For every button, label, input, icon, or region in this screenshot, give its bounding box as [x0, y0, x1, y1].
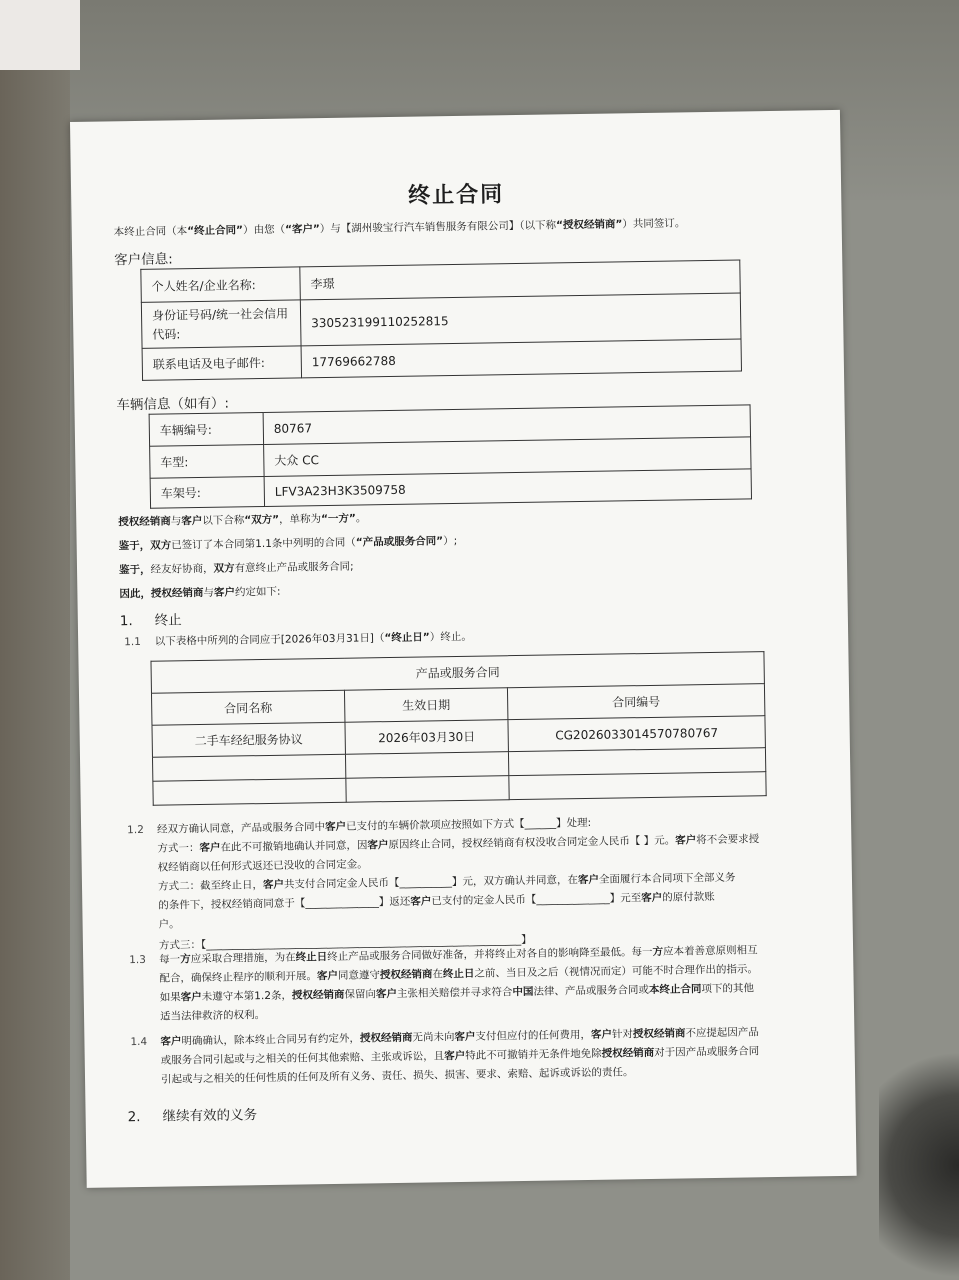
- bold-term: 客户: [375, 987, 398, 1001]
- bold-term: 客户: [160, 1035, 182, 1048]
- clause-text: 明确确认，除本终止合同另有约定外，: [181, 1032, 361, 1048]
- clause-text: 应采取合理措施，为在: [190, 951, 296, 966]
- clause-text: 配合，确保终止程序的顺利开展。: [159, 970, 318, 985]
- cell-contract-name: 二手车经纪服务协议: [152, 722, 345, 757]
- header-contract-number: 合同编号: [507, 684, 764, 720]
- vehicle-model-value: 大众 CC: [264, 437, 751, 477]
- vehicle-number-value: 80767: [263, 405, 750, 445]
- bold-term: 授权经销商: [379, 968, 433, 982]
- clause-text: 如果: [159, 991, 181, 1004]
- bold-term: 本终止合同: [648, 983, 702, 997]
- clause-1-4-number: 1.4: [130, 1035, 148, 1049]
- cell-effective-date: 2026年03月30日: [345, 720, 508, 755]
- empty-cell: [509, 772, 766, 800]
- clause-1-2: [157, 810, 819, 958]
- clause-text: 经双方确认同意，产品或服务合同中: [157, 821, 326, 836]
- background-edge: [0, 0, 70, 1280]
- intro-paragraph: 本终止合同（本“终止合同”）由您（“客户”）与【湖州骏宝行汽车销售服务有限公司】（以下称“授权经销商”）共同签订。: [113, 217, 686, 239]
- clause-text: 未遵守本第1.2条，: [201, 989, 293, 1004]
- product-contract-table: [150, 651, 766, 806]
- bold-term: 客户: [444, 1049, 466, 1063]
- clause-text: 每一: [159, 953, 181, 966]
- clause-text: 全面履行本合同项下全部义务: [598, 871, 736, 886]
- recital-whereas-2: 鉴于，经友好协商，双方有意终止产品或服务合同;: [118, 560, 354, 577]
- bold-term: 客户: [454, 1030, 476, 1044]
- hand-shadow: [879, 1050, 959, 1280]
- clause-1-2-number: 1.2: [127, 823, 144, 837]
- clause-text: 之前、当日及之后（视情况而定）可能不时合理作出的指示。: [474, 963, 758, 980]
- customer-name-label: 个人姓名/企业名称:: [141, 267, 300, 302]
- clause-text: 已支付的车辆价款项应按照如下方式【______】处理:: [346, 816, 592, 833]
- clause-text: 特此不可撤销并无条件地免除: [465, 1047, 602, 1062]
- clause-1-3-number: 1.3: [129, 953, 146, 967]
- clause-text: 在此不可撤销地确认并同意，因: [220, 839, 368, 854]
- customer-name-value: 李璟: [300, 260, 740, 300]
- header-contract-name: 合同名称: [151, 690, 344, 725]
- contract-page: [70, 110, 857, 1188]
- bold-term: 客户: [641, 891, 663, 905]
- recital-therefore: 因此，授权经销商与客户约定如下:: [119, 585, 281, 601]
- vehicle-model-label: 车型:: [150, 444, 264, 478]
- customer-contact-label: 联系电话及电子邮件:: [142, 346, 301, 380]
- bold-term: 授权经销商: [359, 1031, 413, 1045]
- bold-term: 方: [652, 945, 664, 958]
- clause-text: 方式一：: [157, 842, 200, 855]
- section-1-heading: 1. 终止: [119, 612, 182, 630]
- vin-label: 车架号:: [150, 476, 264, 508]
- header-effective-date: 生效日期: [344, 688, 507, 723]
- clause-text: 同意遵守: [337, 969, 381, 982]
- customer-info-table: [140, 259, 742, 380]
- clause-text: 原因终止合同，授权经销商有权没收合同定金人民币【 】元。: [388, 834, 676, 852]
- bold-term: 中国: [512, 985, 534, 999]
- clause-1-4: [160, 1022, 831, 1090]
- clause-1-3: [159, 940, 830, 1027]
- bold-term: 客户: [675, 834, 697, 847]
- customer-id-value: 330523199110252815: [300, 293, 741, 346]
- clause-text: 支付但应付的任何费用，: [475, 1028, 591, 1043]
- clause-text: 引起或与之相关的任何性质的任何及所有义务、责任、损失、损害、要求、索赔、起诉或诉讼的责任。: [160, 1066, 634, 1086]
- vehicle-info-heading: 车辆信息（如有）:: [116, 395, 230, 414]
- document-title: 终止合同: [407, 182, 505, 209]
- empty-cell: [152, 754, 345, 781]
- cell-contract-number: CG2026033014570780767: [508, 716, 765, 752]
- section-2-heading: 2. 继续有效的义务: [127, 1107, 258, 1126]
- clause-text: 保留向: [344, 988, 377, 1001]
- clause-text: 或服务合同引起或与之相关的任何其他索赔、主张或诉讼，且: [160, 1050, 445, 1067]
- customer-contact-value: 17769662788: [301, 339, 741, 378]
- clause-text: 主张相关赔偿并寻求符合: [396, 986, 513, 1000]
- bold-term: 客户: [410, 895, 432, 908]
- bold-term: 终止日: [295, 951, 328, 964]
- clause-text: 方式二：截至终止日，: [157, 879, 264, 893]
- clause-text: 共支付合同定金人民币【__________】元，双方确认并同意，在: [283, 874, 579, 891]
- empty-cell: [345, 752, 508, 779]
- clause-text: 的条件下，授权经销商同意于【______________】返还: [158, 895, 411, 912]
- clause-text: 户。: [158, 918, 180, 931]
- clause-text: 对于因产品或服务合同: [654, 1045, 760, 1059]
- clause-text: 无尚未向: [412, 1031, 455, 1044]
- clause-text: 将不会要求授: [696, 833, 760, 847]
- clause-text: 法律、产品或服务合同或: [533, 984, 650, 998]
- customer-info-heading: 客户信息:: [114, 251, 173, 269]
- recital-parties: 授权经销商与客户以下合称“双方”，单称为“一方”。: [118, 512, 367, 529]
- bold-term: 方: [180, 953, 191, 966]
- vin-value: LFV3A23H3K3509758: [264, 469, 751, 507]
- clause-text: 终止产品或服务合同做好准备，并将终止对各自的影响降至最低。每一: [327, 945, 653, 964]
- bold-term: 客户: [199, 841, 221, 855]
- clause-1-1: 1.1 以下表格中所列的合同应于[2026年03月31日]（“终止日”）终止。: [124, 630, 472, 649]
- vehicle-number-label: 车辆编号:: [149, 413, 263, 447]
- bold-term: 客户: [262, 878, 285, 892]
- clause-text: 的原付款账: [662, 890, 715, 904]
- bold-term: 客户: [367, 839, 389, 852]
- product-contract-caption: 产品或服务合同: [151, 652, 764, 694]
- clause-text: 针对: [611, 1028, 633, 1041]
- clause-text: 适当法律救济的权利。: [159, 1009, 266, 1023]
- clause-text: 权经销商以任何形式返还已没收的合同定金。: [157, 858, 368, 874]
- bold-term: 客户: [180, 991, 202, 1004]
- vehicle-info-table: [149, 404, 752, 508]
- bold-term: 客户: [325, 820, 347, 834]
- recital-whereas-1: 鉴于，双方已签订了本合同第1.1条中列明的合同（“产品或服务合同”）;: [118, 534, 458, 553]
- clause-text: 项下的其他: [701, 982, 754, 996]
- bold-term: 客户: [590, 1028, 612, 1041]
- empty-cell: [153, 778, 346, 805]
- customer-id-label: 身份证号码/统一社会信用代码:: [141, 300, 301, 348]
- background-corner: [0, 0, 80, 70]
- clause-text: 不应提起因产品: [685, 1026, 759, 1040]
- clause-text: 方式三：【____________________________________________________________】: [158, 933, 532, 952]
- clause-text: 在: [432, 968, 444, 981]
- empty-cell: [346, 776, 509, 803]
- bold-term: 授权经销商: [632, 1027, 686, 1041]
- clause-text: 已支付的定金人民币【______________】元至: [431, 892, 642, 908]
- bold-term: 客户: [316, 969, 339, 983]
- bold-term: 授权经销商: [601, 1046, 655, 1060]
- bold-term: 授权经销商: [291, 988, 345, 1002]
- bold-term: 终止日: [442, 967, 475, 981]
- clause-text: 应本着善意原则相互: [663, 944, 758, 958]
- bold-term: 客户: [577, 873, 600, 887]
